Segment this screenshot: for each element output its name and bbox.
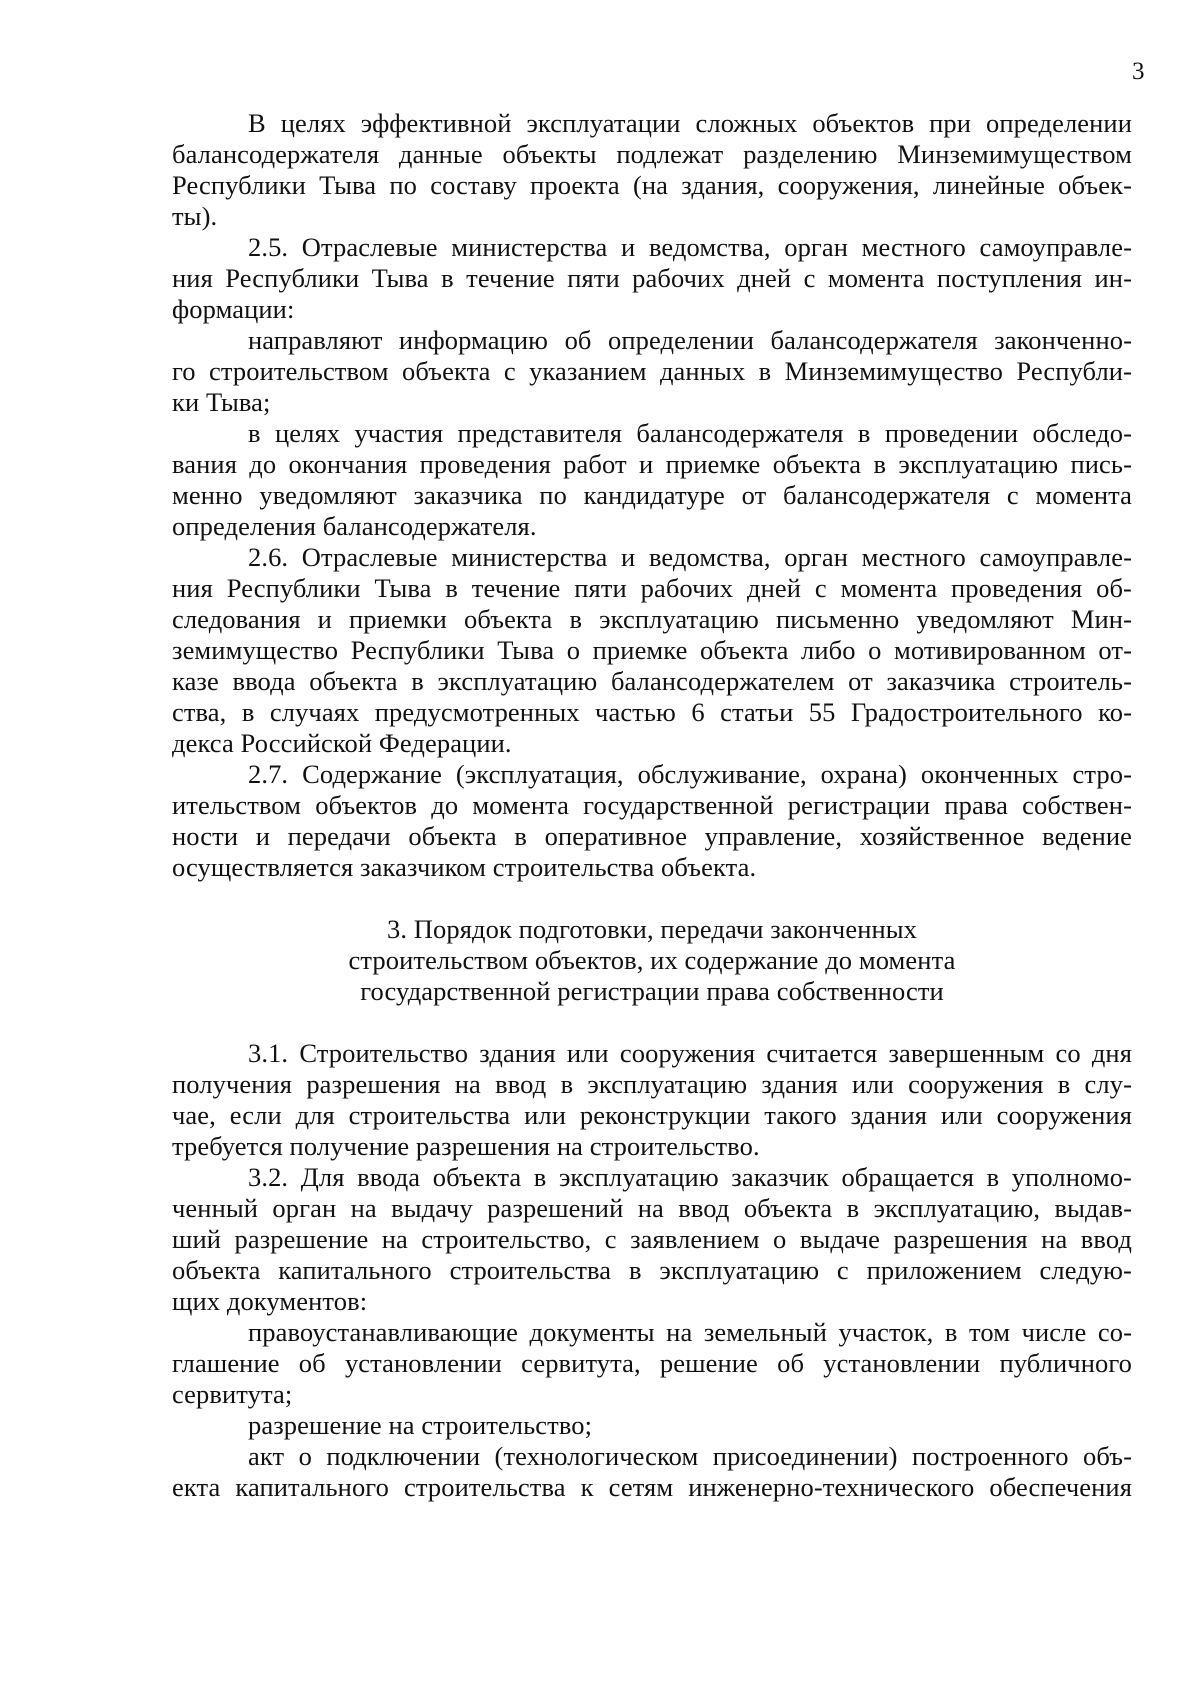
text-line: 3.2. Для ввода объекта в эксплуатацию заказчик обращается в уполномо- [248,1162,1132,1192]
text-line: в целях участия представителя балансодержателя в проведении обследо- [248,418,1132,448]
text-line: ства, в случаях предусмотренных частью 6 статьи 55 Градостроительного ко- [172,697,1132,727]
text-line: ший разрешение на строительство, с заявлением о выдаче разрешения на ввод [172,1224,1132,1254]
text-line: В целях эффективной эксплуатации сложных объектов при определении [248,108,1132,138]
text-line: декса Российской Федерации. [172,728,512,758]
text-line: екта капитального строительства к сетям инженерно-технического обеспечения [172,1472,1132,1502]
text-line: 2.7. Содержание (эксплуатация, обслуживание, охрана) оконченных стро- [248,759,1132,789]
text-line: го строительством объекта с указанием данных в Минземимущество Республи- [172,356,1132,386]
text-line: глашение об установлении сервитута, решение об установлении публичного [172,1348,1132,1378]
section-heading: государственной регистрации права собственности [360,976,944,1006]
text-line: акт о подключении (технологическом присоединении) построенного объ- [248,1441,1132,1471]
text-line: менно уведомляют заказчика по кандидатуре от балансодержателя с момента [172,480,1132,510]
text-line: формации: [172,294,295,324]
text-line: щих документов: [172,1286,368,1316]
text-line: осуществляется заказчиком строительства объекта. [172,852,757,882]
text-line: направляют информацию об определении балансодержателя законченно- [248,325,1132,355]
section-heading: строительством объектов, их содержание до момента [348,945,956,975]
text-line: ния Республики Тыва в течение пяти рабочих дней с момента проведения об- [172,573,1132,603]
text-line: 2.6. Отраслевые министерства и ведомства, орган местного самоуправле- [248,542,1132,572]
text-line: ки Тыва; [172,387,271,417]
text-line: чае, если для строительства или реконструкции такого здания или сооружения [172,1100,1132,1130]
section-heading: 3. Порядок подготовки, передачи законченных [386,914,918,944]
text-line: ченный орган на выдачу разрешений на ввод объекта в эксплуатацию, выдав- [172,1193,1132,1223]
text-line: сервитута; [172,1379,293,1409]
page-number: 3 [1132,58,1145,85]
text-line: 2.5. Отраслевые министерства и ведомства, орган местного самоуправле- [248,232,1132,262]
text-line: ительством объектов до момента государственной регистрации права собствен- [172,790,1132,820]
text-line: 3.1. Строительство здания или сооружения считается завершенным со дня [248,1038,1132,1068]
text-line: ния Республики Тыва в течение пяти рабочих дней с момента поступления ин- [172,263,1132,293]
text-line: требуется получение разрешения на строительство. [172,1131,760,1161]
text-line: балансодержателя данные объекты подлежат разделению Минземимуществом [172,139,1132,169]
text-line: объекта капитального строительства в эксплуатацию с приложением следую- [172,1255,1132,1285]
text-line: следования и приемки объекта в эксплуатацию письменно уведомляют Мин- [172,604,1132,634]
text-line: ности и передачи объекта в оперативное управление, хозяйственное ведение [172,821,1132,851]
text-line: Республики Тыва по составу проекта (на здания, сооружения, линейные объек- [172,170,1132,200]
text-line: ты). [172,201,218,231]
text-line: определения балансодержателя. [172,511,537,541]
text-line: казе ввода объекта в эксплуатацию балансодержателем от заказчика строитель- [172,666,1132,696]
text-line: вания до окончания проведения работ и приемке объекта в эксплуатацию пись- [172,449,1132,479]
text-line: разрешение на строительство; [248,1410,593,1440]
text-line: получения разрешения на ввод в эксплуатацию здания или сооружения в слу- [172,1069,1132,1099]
text-line: земимущество Республики Тыва о приемке объекта либо о мотивированном от- [172,635,1132,665]
text-line: правоустанавливающие документы на земельный участок, в том числе со- [248,1317,1132,1347]
